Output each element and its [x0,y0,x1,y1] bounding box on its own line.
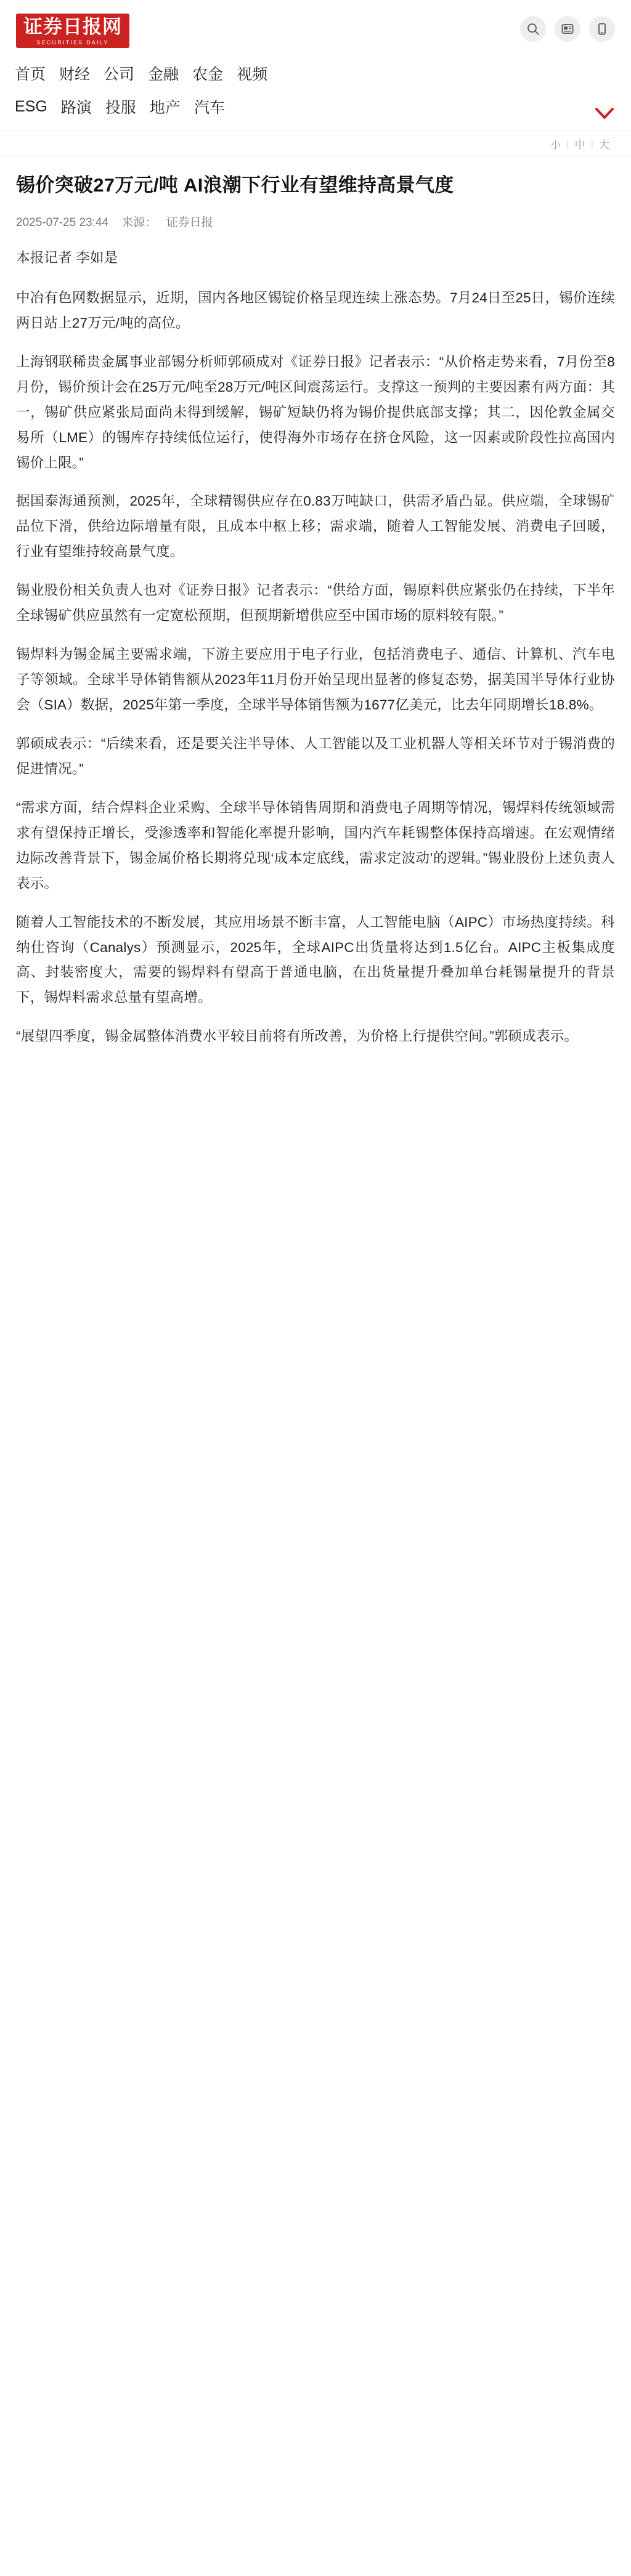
news-card-icon[interactable] [555,16,580,42]
nav-item-video[interactable]: 视频 [237,66,268,83]
header-icon-group [520,14,615,42]
article-paragraph: 郭硕成表示：“后续来看，还是要关注半导体、人工智能以及工业机器人等相关环节对于锡消费的促进情况。” [16,735,615,777]
main-nav [0,48,631,127]
article-paragraph: 上海钢联稀贵金属事业部锡分析师郭硕成对《证券日报》记者表示：“从价格走势来看，7月份至8月份，锡价预计会在25万元/吨至28万元/吨区间震荡运行。支撑这一预判的主要因素有两方面：其一，锡矿供应紧张局面尚未得到缓解，锡矿短缺仍将为锡价提供底部支撑；其二，因伦敦金属交易所（LME）的锡库存持续低位运行，使得海外市场存在挤仓风险，这一因素或阶段性拉高国内锡价上限。” [16,353,615,470]
logo-badge [16,14,129,48]
nav-row-secondary [15,90,616,123]
font-size-separator-1: | [566,137,569,150]
article-byline: 本报记者 李如是 [16,249,118,265]
article-meta [16,213,615,230]
logo-title-cn: 证券日报网 [23,16,122,38]
font-size-small[interactable]: 小 [550,139,561,151]
logo-title-en: SECURITIES DAILY [36,39,109,46]
article-paragraph: 中冶有色网数据显示，近期，国内各地区锡锭价格呈现连续上涨态势。7月24日至25日，锡价连续两日站上27万元/吨的高位。 [16,289,615,331]
article-paragraph: “需求方面，结合焊料企业采购、全球半导体销售周期和消费电子周期等情况，锡焊料传统领域需求有望保持正增长，受渗透率和智能化率提升影响，国内汽车耗锡整体保持高增速。在宏观情绪边际改善背景下，锡金属价格长期将兑现‘成本定底线，需求定波动’的逻辑。”锡业股份上述负责人表示。 [16,799,615,891]
site-header [0,0,631,48]
nav-item-esg[interactable]: ESG [15,97,47,115]
site-logo[interactable] [16,14,129,48]
nav-item-home[interactable]: 首页 [15,66,46,83]
nav-row-primary [15,57,616,90]
article-paragraph: 据国泰海通预测，2025年，全球精锡供应存在0.83万吨缺口，供需矛盾凸显。供应端，全球锡矿品位下滑，供给边际增量有限，且成本中枢上移；需求端，随着人工智能发展、消费电子回暖，行业有望维持较高景气度。 [16,493,615,560]
page-title: 锡价突破27万元/吨 AI浪潮下行业有望维持高景气度 [16,174,454,196]
article-source-name[interactable]: 证券日报 [166,216,213,229]
chevron-down-icon[interactable] [594,106,615,121]
article-paragraph: 锡焊料为锡金属主要需求端，下游主要应用于电子行业，包括消费电子、通信、计算机、汽车电子等领域。全球半导体销售额从2023年11月份开始呈现出显著的修复态势，据美国半导体行业协会（SIA）数据，2025年第一季度，全球半导体销售额为1677亿美元，比去年同期增长18.8%。 [16,647,615,713]
nav-item-finance[interactable]: 财经 [59,66,91,83]
nav-item-auto[interactable]: 汽车 [193,99,225,116]
article-paragraph: “展望四季度，锡金属整体消费水平较目前将有所改善，为价格上行提供空间。”郭硕成表示。 [16,1028,579,1044]
nav-item-investor-service[interactable]: 投服 [105,99,136,116]
font-size-separator-2: | [590,137,593,150]
font-size-large[interactable]: 大 [599,139,609,151]
article-source-label: 来源： [121,216,157,229]
mobile-app-icon[interactable] [589,16,615,42]
article-paragraph: 锡业股份相关负责人也对《证券日报》记者表示：“供给方面，锡原料供应紧张仍在持续，下半年全球锡矿供应虽然有一定宽松预期，但预期新增供应至中国市场的原料较有限。” [16,583,615,624]
font-size-medium[interactable]: 中 [574,139,585,151]
article-paragraph: 随着人工智能技术的不断发展，其应用场景不断丰富，人工智能电脑（AIPC）市场热度持续。科纳仕咨询（Canalys）预测显示，2025年，全球AIPC出货量将达到1.5亿台。AIPC主板集成度高、封装密度大，需要的锡焊料有望高于普通电脑，在出货量提升叠加单台耗锡量提升的背景下，锡焊料需求总量有望高增。 [16,914,615,1006]
nav-item-roadshow[interactable]: 路演 [60,99,92,116]
nav-item-agrifinance[interactable]: 农金 [192,66,224,83]
nav-item-banking[interactable]: 金融 [148,66,179,83]
search-icon[interactable] [520,16,546,42]
nav-item-company[interactable]: 公司 [104,66,135,83]
article-datetime: 2025-07-25 23:44 [16,216,109,229]
nav-item-realestate[interactable]: 地产 [149,99,181,116]
article-body [0,157,631,1088]
font-size-bar [0,131,631,157]
